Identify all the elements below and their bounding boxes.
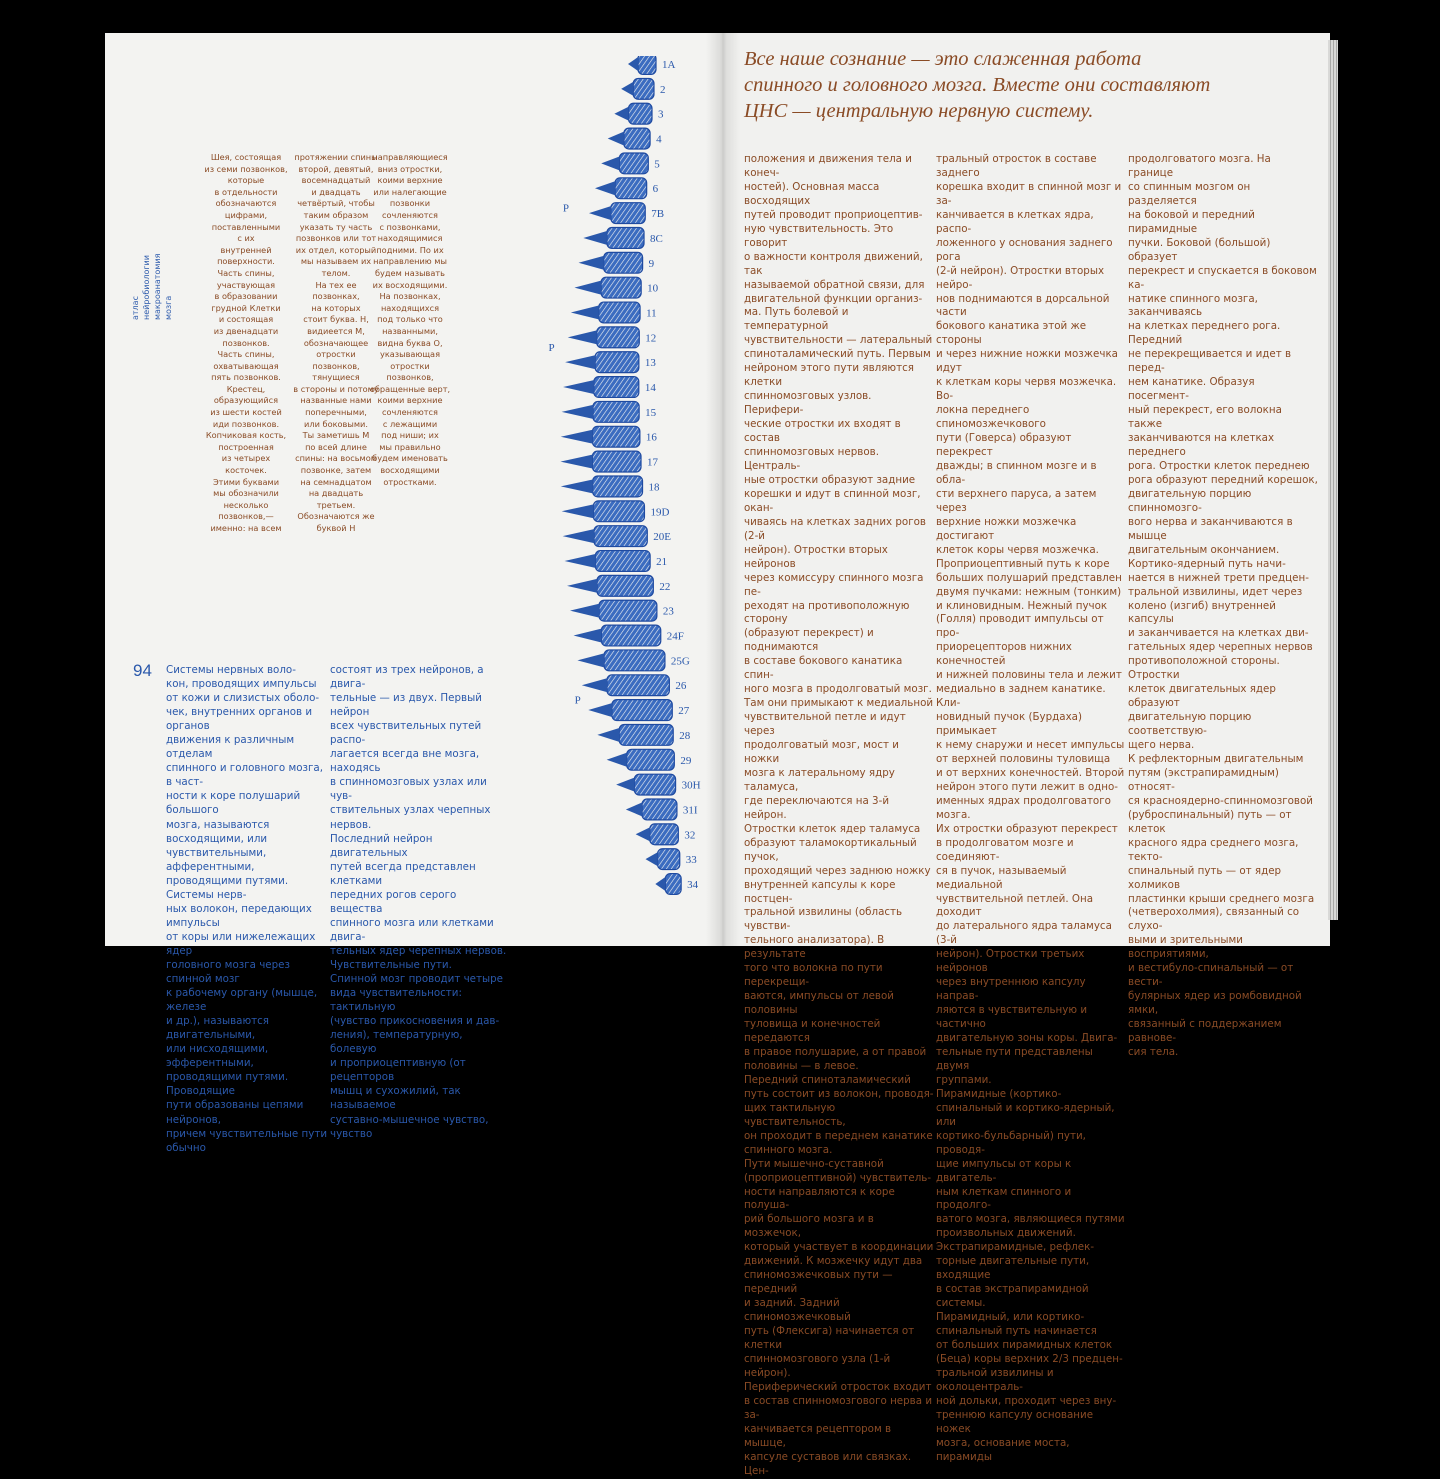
vertebra <box>593 401 639 422</box>
body-column-blue-1: Системы нервных воло- кон, проводящих импульсы от кожи и слизистых оболо- чек, внутренних органов и органов движения к различным отделам спинного и головного мозга, в част- ности к коре полушарий большого мозга, называются восходящими, или чувствительными, афферентными, проводящими путями. Системы нерв- ных волокон, передающих импульсы от коры или нижележащих ядер головного мозга через спинной мозг к рабочему органу (мышце, железе и др.), называются двигательными, или нисходящими, эфферентными, проводящими путями. Проводящие пути образованы цепями нейронов, причем чувствительные пути обычно <box>166 664 328 1154</box>
vertebra-process <box>570 604 599 618</box>
vertebra-process <box>568 330 597 344</box>
vertebra-label: 26 <box>675 680 687 693</box>
vertebra-process <box>579 256 604 270</box>
vertebra <box>601 625 660 646</box>
vertebra-process <box>561 430 593 444</box>
body-column-brown-2: тральный отросток в составе заднего корешка входит в спинной мозг и за- канчивается в клетках ядра, распо- ложенного у основания заднего рога (2-й нейрон). Отростки вторых нейро- нов поднимаются в дорсальной части бокового канатика этой же стороны и через нижние ножки мозжечка идут к клеткам коры червя мозжечка. Во- локна переднего спиномозжечкового пути (Говерса) образуют перекрест дважды; в спинном мозге и в обла- сти верхнего паруса, а затем через верхние ножки мозжечка достигают клеток коры червя мозжечка. Проприоцептивный путь к коре больших полушарий представлен двумя пучками: нежным (тонким) и клиновидным. Нежный пучок (Голля) проводит импульсы от про- приорецепторов нижних конечностей и нижней половины тела и лежит медиально в заднем канатике. Кли- новидный пучок (Бурдаха) примыкает к нему снаружи и несет импульсы от верхней половины туловища и от верхних конечностей. Второй нейрон этого пути лежит в одно- именных ядрах продолговатого мозга. Их отростки образуют перекрест в продолговатом мозге и соединяют- ся в пучок, называемый медиальной чувствительной петлей. Она доходит до латерального ядра таламуса (3-й нейрон). Отростки третьих нейронов через внутреннюю капсулу направ- ляются в чувствительную и частично двигательную зоны коры. Двига- тельные пути представлены двумя группами. Пирамидные (кортико- спинальный и кортико-ядерный, или кортико-бульбарный) пути, проводя- щие импульсы от коры к двигатель- ным клеткам спинного и продолго- ватого мозга, являющиеся путями произвольных движений. Экстрапирамидные, рефлек- торные двигательные пути, входящие в состав экстрапирамидной системы. Пирамидный, или кортико- спинальный путь начинается от больших пирамидных клеток (Беца) коры верхних 2/3 предцен- тральной извилины и околоцентраль- ной дольки, проходит через вну- треннюю капсулу основание ножек мозга, основание моста, пирамиды <box>936 153 1125 1463</box>
vertebra-process <box>583 231 607 245</box>
vertebra <box>619 153 648 174</box>
vertebra <box>612 700 672 721</box>
vertebra-label: 7B <box>651 208 665 221</box>
caption-column-2: протяжении спины второй, девятый, восемнадцатый и двадцать четвёртый, чтобы таким образом указать ту часть позвонков или тот их отдел, который мы называем их телом. На тех ее позвонках, на которых стоит буква. Н, видиеется М, обозначающее отростки позвонков, тянущиеся в стороны и потому названные нами поперечными, или боковыми. Ты заметишь М по всей длине спины: на восьмом позвонке, затем на семнадцатом на двадцать третьем. Обозначаются же буквой Н <box>293 152 379 533</box>
vertebra-process <box>608 132 624 146</box>
vertebra <box>599 600 657 621</box>
vertebra-process <box>589 206 611 220</box>
vertebra-process <box>565 554 596 568</box>
vertebra <box>611 203 645 224</box>
vertebra <box>592 451 641 472</box>
vertebra-label: 25G <box>670 655 690 668</box>
vertebra-label: 33 <box>685 854 697 867</box>
process-letter-label: P <box>562 202 569 215</box>
caption-column-3: направляющиеся вниз отростки, коими верхние или налегающие позвонки сочленяются с позвонками, находящимися подними. По их направлению мы будем называть их восходящими. На позвонках, находящихся под только что названными, видна буква О, указывающая отростки позвонков, обращенные верт, коими верхние сочленяются с лежащими под ниши; их мы правильно будем именовать восходящими отростками. <box>369 152 451 487</box>
vertebra <box>597 327 640 348</box>
vertebra-process <box>574 281 601 295</box>
vertebra-label: 10 <box>647 282 659 295</box>
vertebra-process <box>614 107 628 121</box>
vertebra-process <box>577 653 604 667</box>
vertebra <box>593 476 643 497</box>
vertebra-label: 18 <box>648 481 660 494</box>
vertebra-label: 1A <box>662 59 676 71</box>
vertebra-process <box>616 778 634 792</box>
vertebra-process <box>562 504 594 518</box>
vertebra-process <box>601 156 619 170</box>
vertebra-process <box>636 827 650 841</box>
vertebra <box>594 377 639 398</box>
vertebra <box>627 749 675 770</box>
vertebra <box>601 277 641 298</box>
vertebra <box>619 724 673 745</box>
vertebra-process <box>655 877 665 891</box>
vertebra-label: 24F <box>666 630 684 643</box>
vertebra-process <box>562 405 593 419</box>
vertebra-label: 34 <box>687 879 699 891</box>
vertebra <box>607 228 644 249</box>
vertebra-process <box>588 703 612 717</box>
vertebra-label: 8C <box>650 232 663 245</box>
vertebra <box>593 426 640 447</box>
vertebra <box>597 575 653 596</box>
page-edges <box>1328 40 1338 920</box>
vertebra-label: 14 <box>644 382 656 395</box>
vertebra-process <box>560 455 592 469</box>
vertebra <box>599 302 640 323</box>
vertebra-label: 4 <box>656 133 662 146</box>
vertebra <box>604 252 643 273</box>
process-letter-label: P <box>574 694 581 707</box>
vertebra <box>624 128 650 149</box>
side-label-text: атлас нейробиологии макроанатомия мозга <box>131 253 173 320</box>
vertebra <box>658 849 680 870</box>
vertebra <box>633 78 654 99</box>
vertebra-process <box>628 57 638 71</box>
body-column-brown-1: положения и движения тела и конеч- ностей). Основная масса восходящих путей проводит проприоцептив- ную чувствительность. Это говорит о важности контроля движений, так называемой обратной связи, для двигательной функции организ- ма. Путь болевой и температурной чувствительности — латеральный спиноталамический путь. Первым нейроном этого пути являются клетки спинномозговых узлов. Перифери- ческие отростки их входят в состав спинномозговых нервов. Централь- ные отростки образуют задние корешки и идут в спинной мозг, окан- чиваясь на клетках задних рогов (2-й нейрон). Отростки вторых нейронов через комиссуру спинного мозга пе- реходят на противоположную сторону (образуют перекрест) и поднимаются в составе бокового канатика спин- ного мозга в продолговатый мозг. Там они примыкают к медиальной чувствительной петле и идут через продолговатый мозг, мост и ножки мозга к латеральному ядру таламуса, где переключаются на 3-й нейрон. Отростки клеток ядер таламуса образуют таламокортикальный пучок, проходящий через заднюю ножку внутренней капсулы к коре постцен- тральной извилины (область чувстви- тельного анализатора). В результате того что волокна по пути перекрещи- ваются, импульсы от левой половины туловища и конечностей передаются в правое полушарие, а от правой половины — в левое. Передний спиноталамический путь состоит из волокон, проводя- щих тактильную чувствительность, он проходит в переднем канатике спинного мозга. Пути мышечно-суставной (проприоцептивной) чувствитель- ности направляются к коре полуша- рий большого мозга и в мозжечок, который участвует в координации движений. К мозжечку идут два спиномозжечковых пути — передний и задний. Задний спиномозжечковый путь (Флексига) начинается от клетки спинномозгового узла (1-й нейрон). Периферический отросток входит в состав спинномозгового нерва и за- канчивается рецептором в мышце, капсуле суставов или связках. Цен- <box>744 153 934 1477</box>
vertebra <box>634 774 675 795</box>
vertebra-label: 13 <box>644 357 656 370</box>
vertebra-process <box>561 479 593 493</box>
body-column-blue-2: состоят из трех нейронов, а двига- тельные — из двух. Первый нейрон всех чувствительных путей распо- лагается всегда вне мозга, находясь в спинномозговых узлах или чув- ствительных узлах черепных нервов. Последний нейрон двигательных путей всегда представлен клетками передних рогов серого вещества спинного мозга или клетками двига- тельных ядер черепных нервов. Чувствительные пути. Спинной мозг проводит четыре вида чувствительности: тактильную (чувство прикосновения и дав- ления), температурную, болевую и проприоцептивную (от рецепторов мышц и сухожилий, так называемое суставно-мышечное чувство, чувство <box>330 664 507 1140</box>
body-column-brown-3: продолговатого мозга. На границе со спинным мозгом он разделяется на боковой и передний пирамидные пучки. Боковой (большой) образует перекрест и спускается в боковом ка- натике спинного мозга, заканчиваясь на клетках переднего рога. Передний не перекрещивается и идет в перед- нем канатике. Образуя посегмент- ный перекрест, его волокна также заканчиваются на клетках переднего рога. Отростки клеток переднею рога образуют передний корешок, двигательную порцию спинномозго- вого нерва и заканчиваются в мышце двигательным окончанием. Кортико-ядерный путь начи- нается в нижней трети предцен- тральной извилины, идет через колено (изгиб) внутренней капсулы и заканчивается на клетках дви- гательных ядер черепных нервов противоположной стороны. Отростки клеток двигательных ядер образуют двигательную порцию соответствую- щего нерва. К рефлекторным двигательным путям (экстрапирамидным) относят- ся красноядерно-спинномозговой (руброспинальный) путь — от клеток красного ядра среднего мозга, текто- спинальный путь — от ядер холмиков пластинки крыши среднего мозга (четверохолмия), связанный со слухо- выми и зрительными восприятиями, и вестибуло-спинальный — от вести- булярных ядер из ромбовидной ямки, связанный с поддержанием равнове- сия тела. <box>1128 153 1318 1058</box>
vertebra-process <box>595 181 615 195</box>
vertebra-process <box>571 306 599 320</box>
vertebra <box>604 650 665 671</box>
spine-illustration <box>532 56 717 896</box>
vertebrae-group <box>560 56 681 894</box>
page-number: 94 <box>133 661 152 680</box>
vertebra-label: 20E <box>653 531 672 544</box>
vertebra <box>642 799 677 820</box>
vertebra-label: 11 <box>646 307 657 320</box>
vertebra-label: 28 <box>679 729 691 742</box>
process-letter-label: P <box>548 342 555 354</box>
vertebra <box>594 526 647 547</box>
vertebra-label: 15 <box>645 406 657 419</box>
vertebra <box>665 874 681 895</box>
vertebra-label: 19D <box>650 506 670 519</box>
vertebra <box>629 103 652 124</box>
vertebra-process <box>563 380 594 394</box>
vertebra-label: 22 <box>659 580 671 593</box>
vertebra-label: 27 <box>678 705 690 718</box>
vertebra <box>595 551 650 572</box>
vertebra-process <box>626 803 642 817</box>
vertebra-label: 29 <box>680 754 692 767</box>
vertebra-process <box>567 579 597 593</box>
vertebra-process <box>582 678 607 692</box>
vertebra-label: 16 <box>645 431 657 444</box>
vertebra-process <box>597 728 619 742</box>
vertebra-label: 12 <box>645 332 657 345</box>
vertebra-label: 31I <box>682 804 698 817</box>
vertebra-label: 6 <box>652 183 659 196</box>
vertebra-label: 3 <box>657 108 664 121</box>
vertebra-process <box>573 629 601 643</box>
vertebra-process <box>563 529 594 543</box>
vertebra <box>638 56 656 74</box>
vertebra-label: 23 <box>662 605 674 618</box>
vertebra <box>650 824 679 845</box>
vertebra-label: 30H <box>681 779 701 792</box>
vertebra-label: 21 <box>656 555 668 568</box>
vertebra-label: 2 <box>659 83 666 96</box>
vertebra-label: 17 <box>647 456 659 469</box>
vertebra-label: 9 <box>648 257 655 270</box>
vertebra-process <box>565 355 595 369</box>
vertebra-label: 5 <box>654 158 660 171</box>
vertebra-process <box>646 852 658 866</box>
vertebra-process <box>607 753 627 767</box>
vertebra <box>607 675 669 696</box>
headline-quote: Все наше сознание — это слаженная работа спинного и головного мозга. Вместе они составляют ЦНС — центральную нервную систему. <box>744 48 1211 122</box>
vertebra <box>615 178 647 199</box>
vertebra-label: 32 <box>684 829 696 842</box>
vertebra <box>593 501 644 522</box>
caption-column-1: Шея, состоящая из семи позвонков, которые в отдельности обозначаются цифрами, поставленными с их внутренней поверхности. Часть спины, участвующая в образовании грудной Клетки и состоящая из двенадцати позвонков. Часть спины, охватывающая пять позвонков. Крестец, образующийся из шести костей иди позвонков. Копчиковая кость, построенная из четырех косточек. Этими буквами мы обозначили несколько позвонков,— именно: на всем <box>204 152 288 533</box>
vertebra <box>595 352 639 373</box>
vertebra-process <box>621 82 633 96</box>
side-label <box>130 160 173 320</box>
